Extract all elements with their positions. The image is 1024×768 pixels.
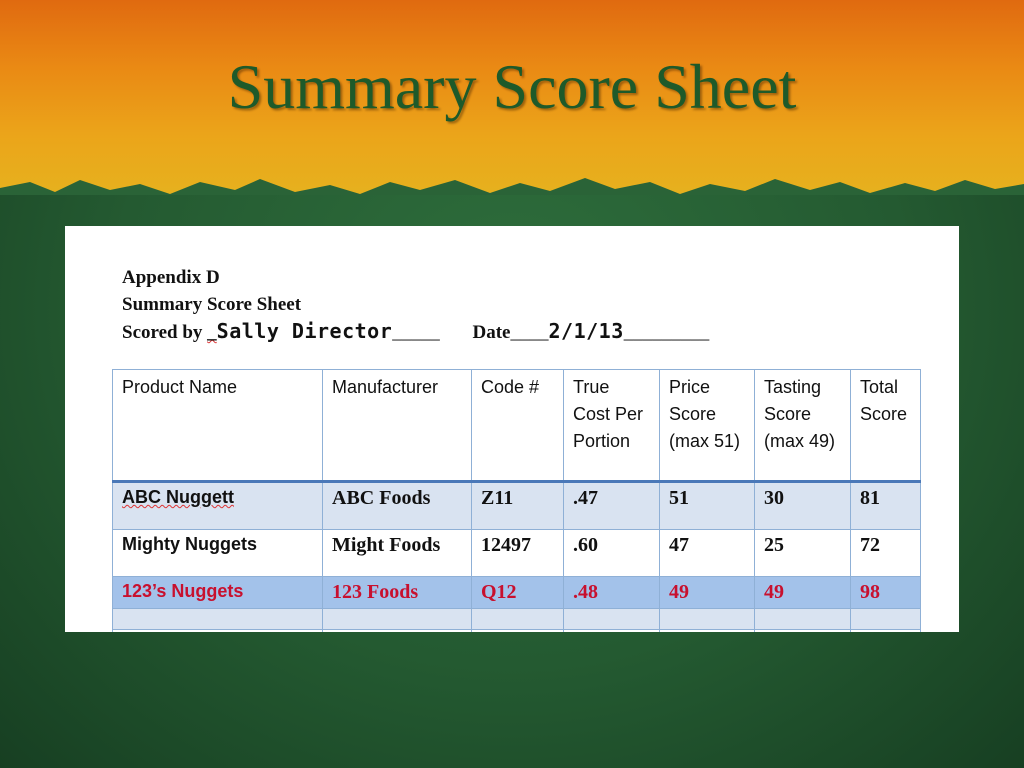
cell-code: 12497 <box>472 530 564 577</box>
header-total-score: Total Score <box>851 370 921 482</box>
header-true-cost: True Cost Per Portion <box>564 370 660 482</box>
cell-manufacturer: ABC Foods <box>323 482 472 530</box>
table-row-spacer <box>113 609 921 630</box>
scored-by-label: Scored by <box>122 322 203 343</box>
cell-price-score: 49 <box>660 577 755 609</box>
cell-tasting-score: 49 <box>755 577 851 609</box>
product-name-text: ABC Nuggett <box>122 487 234 507</box>
slide-title: Summary Score Sheet <box>227 51 797 122</box>
date-label: Date <box>472 322 511 343</box>
date-blank-after: _________ <box>623 322 710 343</box>
cell-product-name <box>113 482 323 530</box>
cell-code: Q12 <box>472 577 564 609</box>
scored-by-blank: _____ <box>392 322 440 343</box>
cell-product-name: Mighty Nuggets <box>113 530 323 577</box>
cell-total-score: 98 <box>851 577 921 609</box>
cell-product-name: 123’s Nuggets <box>113 577 323 609</box>
cell-total-score: 72 <box>851 530 921 577</box>
document-header <box>122 264 709 346</box>
cell-true-cost: .48 <box>564 577 660 609</box>
cell-manufacturer: 123 Foods <box>323 577 472 609</box>
score-table <box>112 369 921 632</box>
scored-by-underscore: _ <box>207 322 217 343</box>
date-field <box>473 318 710 346</box>
cell-true-cost: .47 <box>564 482 660 530</box>
table-row-highlighted <box>113 577 921 609</box>
cell-tasting-score: 30 <box>755 482 851 530</box>
scored-by-line <box>122 318 709 346</box>
sheet-title: Summary Score Sheet <box>122 294 302 315</box>
header-manufacturer: Manufacturer <box>323 370 472 482</box>
header-product-name: Product Name <box>113 370 323 482</box>
table-row <box>113 530 921 577</box>
header-code: Code # <box>472 370 564 482</box>
header-tasting-score: Tasting Score (max 49) <box>755 370 851 482</box>
cell-total-score: 81 <box>851 482 921 530</box>
date-value: 2/1/13 <box>548 319 624 343</box>
table-header-row <box>113 370 921 482</box>
scored-by-value: Sally Director <box>216 319 393 343</box>
table-row <box>113 482 921 530</box>
cell-code: Z11 <box>472 482 564 530</box>
document-image <box>65 226 959 632</box>
cell-manufacturer: Might Foods <box>323 530 472 577</box>
cell-tasting-score: 25 <box>755 530 851 577</box>
appendix-label: Appendix D <box>122 267 220 288</box>
header-price-score: Price Score (max 51) <box>660 370 755 482</box>
date-blank-before: ____ <box>510 322 549 343</box>
table-row-empty <box>113 630 921 633</box>
cell-price-score: 47 <box>660 530 755 577</box>
cell-true-cost: .60 <box>564 530 660 577</box>
cell-price-score: 51 <box>660 482 755 530</box>
